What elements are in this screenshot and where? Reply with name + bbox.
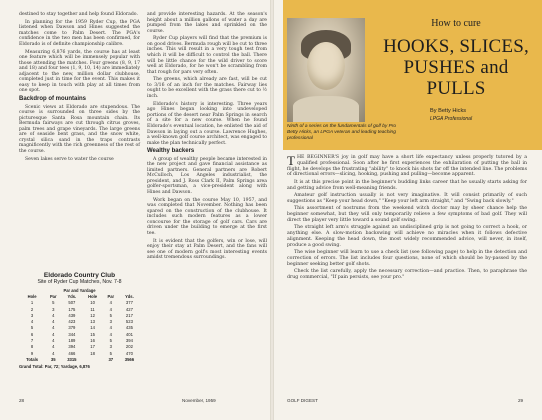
table-cell: 4 xyxy=(52,338,55,344)
paragraph: Measuring 6,876 yards, the course has at least one feature which will be immensely popular with those attending the matches. Four greens (8, 9, 17 and 18) and four tees (1, 9, 10, 14) are immediately adjacent to the new, million dollar clubhouse, completed just in time for the event. This makes it easy to keep in touch with play at all times from one spot. xyxy=(19,49,140,94)
table-cell: 523 xyxy=(125,319,133,325)
table-cell: 4 xyxy=(109,300,112,306)
table-cell: 394 xyxy=(68,344,76,350)
table-cell: 202 xyxy=(125,344,133,350)
column-header: Yds. xyxy=(125,293,134,299)
column-header: Hole xyxy=(27,293,37,299)
table-cell: 17 xyxy=(90,344,95,350)
totals-cell xyxy=(82,356,102,362)
article-kicker: How to cure xyxy=(431,18,481,29)
table-cell: 2 xyxy=(30,306,34,312)
paragraph: Eldorado's history is interesting. Three years ago Hines began looking into undeveloped portions of the desert near Palm Springs in search of a site for a new course. When he found Eldorado's eventual location, he enlisted the aid of Dawson in laying out a course. Lawrence Hughes, a well-known golf course architect, was engaged to make the plan technically perfect. xyxy=(147,101,267,146)
paragraph: This assortment of nostrums from the weekend witch doctor may by sheer chance help the beginner somewhat, but they will only temporarily relieve a few symptoms of bad golf. They will direct the player very little toward a sound golf swing. xyxy=(287,206,527,223)
totals-row xyxy=(19,356,140,362)
lead-text: HE BEGINNER'S joy in golf may have a short life expectancy unless properly tutored by a qualified professional. Soon after he first experiences the exhilaration of putting the ball in flight, he develops the frustrating "ability" to knock his shots far off the intended line. The problems of directional errors—slicing, hooking, pushing and pulling—become apparent. xyxy=(287,155,527,178)
table-cell: 439 xyxy=(68,312,76,318)
table-cell: 16 xyxy=(90,338,95,344)
table-cell: 4 xyxy=(30,319,34,325)
paragraph: Amateur golf instruction usually is not very imaginative. It will consist primarily of such suggestions as "Keep your head down," "Keep your left arm straight," and "Swing back slowly." xyxy=(287,192,527,204)
table-cell: 175 xyxy=(68,306,76,312)
photo-face xyxy=(307,42,345,90)
drop-cap: T xyxy=(287,153,295,168)
lead-paragraph xyxy=(287,155,527,178)
table-cell: 15 xyxy=(90,331,95,337)
grand-total: Grand Total: Par, 72; Yardage, 6,876 xyxy=(19,363,90,369)
table-cell: 470 xyxy=(125,350,133,356)
table-cell: 4 xyxy=(52,325,55,331)
totals-cell: 3566 xyxy=(124,356,135,362)
paragraph: The wise beginner will learn to use a check list (see following page) to help in the detection and correction of errors. The list includes four questions, none of which should be by-passed by the beginner seeking better golf shots. xyxy=(287,249,527,267)
photo-caption: Ninth of a series on the fundamentals of golf by Pro Betty Hicks, an LPGA veteran and leading teaching professional xyxy=(287,124,397,141)
table-cell: 4 xyxy=(109,331,112,337)
table-cell: 394 xyxy=(125,338,133,344)
column-header: Hole xyxy=(88,293,98,299)
table-cell: 3 xyxy=(109,344,112,350)
column-header: Yds. xyxy=(67,293,77,299)
table-cell: 14 xyxy=(90,325,95,331)
paragraph: It is at this precise point in the beginner's budding links career that he usually starts asking for and getting advice from well-meaning friends. xyxy=(287,179,527,191)
article-body xyxy=(287,155,527,282)
table-cell: 4 xyxy=(109,306,112,312)
left-column-1 xyxy=(19,12,140,164)
table-cell: 8 xyxy=(30,344,34,350)
table-cell: 7 xyxy=(30,338,34,344)
table-cell: 4 xyxy=(52,312,55,318)
totals-cell: 3315 xyxy=(67,356,77,362)
table-cell: 6 xyxy=(30,331,34,337)
table-cell: 5 xyxy=(109,338,112,344)
scorecard-subtitle: Site of Ryder Cup Matches, Nov. 7-8 xyxy=(37,279,122,285)
section-heading: Backdrop of mountains xyxy=(19,96,87,103)
article-title xyxy=(372,36,540,99)
paragraph: In planning for the 1959 Ryder Cup, the PGA listened when Dawson and Hines suggested the matches come to Palm Desert. The PGA's confidence in the two men has been confirmed, for Eldorado is of definite championship calibre. xyxy=(19,19,140,47)
table-cell: 344 xyxy=(68,331,76,337)
page-number-right: 29 xyxy=(518,398,524,403)
table-cell: 466 xyxy=(68,350,76,356)
column-header: Par xyxy=(49,293,57,299)
totals-cell: Totals xyxy=(26,356,39,362)
paragraph: A group of wealthy people became interested in the new project and gave financial assistance as limited partners. General partners are Robert McCulloch, Los Angeles industrialist, the president, and J. Ross Clark II, Palm Springs area golfer-sportsman, a vice-president along with Hines and Dawson. xyxy=(147,156,267,195)
paragraph: The straight left arm's struggle against an undisciplined grip is not going to correct a hook, or anything else. A slow-motion backswing will achieve no miracles when it follows defective alignment. Keeping the head down, the most widely recommended advice, will never, in itself, produce a good swing. xyxy=(287,225,527,248)
byline-role: LPGA Professional xyxy=(430,116,473,122)
paragraph: It is evident that the golfers, win or lose, will enjoy their stay at Palm Desert, and the fans will see one of modern golf's most interesting events amidst tremendous surroundings. xyxy=(147,238,267,261)
table-cell: 5 xyxy=(109,312,112,318)
page-gutter xyxy=(270,0,274,420)
table-cell: 377 xyxy=(125,300,133,306)
column-header: Par xyxy=(107,293,115,299)
table-cell: 4 xyxy=(52,344,55,350)
table-cell: 507 xyxy=(68,300,76,306)
table-cell: 435 xyxy=(125,325,133,331)
table-cell: 217 xyxy=(125,312,133,318)
table-cell: 4 xyxy=(52,350,55,356)
table-cell: 9 xyxy=(30,350,34,356)
table-cell: 12 xyxy=(90,312,95,318)
table-cell: 4 xyxy=(52,319,55,325)
title-line: HOOKS, SLICES, xyxy=(383,36,529,57)
table-cell: 3 xyxy=(109,319,112,325)
table-cell: 5 xyxy=(52,300,55,306)
table-cell: 1 xyxy=(30,300,34,306)
scorecard-title: Eldorado Country Club xyxy=(43,272,116,279)
paragraph: Work began on the course May 10, 1957, and was completed that November. Nothing has been spared on the construction of the clubhouse. It includes such modern features as a lower concourse for the storage of golf cars. Cars are driven under the building to emerge at the first tee. xyxy=(147,197,267,236)
scorecard-body xyxy=(19,300,140,363)
table-cell: 13 xyxy=(90,319,95,325)
table-cell: 401 xyxy=(125,331,133,337)
magazine-name: GOLF DIGEST xyxy=(287,398,318,403)
table-cell: 11 xyxy=(90,306,95,312)
paragraph: Seven lakes serve to water the course xyxy=(25,156,114,162)
table-cell: 4 xyxy=(52,331,55,337)
left-column-2 xyxy=(147,12,267,263)
title-line: PUSHES and PULLS xyxy=(403,57,509,99)
section-heading: Wealthy backers xyxy=(147,148,195,155)
byline: By Betty Hicks xyxy=(430,108,467,114)
table-cell: 5 xyxy=(30,325,34,331)
table-cell: 3 xyxy=(52,306,55,312)
photo-shoulders xyxy=(293,96,359,122)
table-cell: 189 xyxy=(68,338,76,344)
scorecard-group-header: Par and Yardage xyxy=(63,287,96,293)
table-cell: 3 xyxy=(30,312,34,318)
table-cell: 427 xyxy=(125,306,133,312)
table-cell: 18 xyxy=(90,350,95,356)
totals-cell: 37 xyxy=(108,356,114,362)
issue-date: November, 1959 xyxy=(182,398,216,403)
page-number-left: 28 xyxy=(19,398,25,403)
table-cell: 4 xyxy=(109,325,112,331)
scorecard-table xyxy=(19,287,140,363)
paragraph: Scenic views at Eldorado are stupendous. The course is surrounded on three sides by the picturesque Santa Rosa mountain chain. Its Bermuda fairways are cut through citrus groves, palm trees and grape vineyards. The large greens are of seaside bent grass, and the snow white, crystal silica sand in the traps contrasts magnificently with the rich greenness of the rest of the course. xyxy=(19,104,140,154)
author-photo xyxy=(287,18,365,122)
paragraph: Check the list carefully, apply the necessary correction—and practice. Then, to paraphrase the drug commercial, "If pain persists, see your pro." xyxy=(287,268,527,280)
scorecard xyxy=(19,272,140,369)
table-cell: 423 xyxy=(68,319,76,325)
table-cell: 379 xyxy=(68,325,76,331)
paragraph: The greens, which already are fast, will be cut to 3/16 of an inch for the matches. Fairway lies ought to be excellent with the grass there cut to ½ inch. xyxy=(147,77,267,100)
paragraph: destined to stay together and help found Eldorado. xyxy=(19,12,138,17)
table-cell: 5 xyxy=(109,350,112,356)
table-cell: 10 xyxy=(90,300,95,306)
totals-cell: 35 xyxy=(50,356,56,362)
paragraph: and provide interesting hazards. At the season's height about a million gallons of water a day are pumped from the lakes and sprinkled on the course. xyxy=(147,12,267,34)
paragraph: Ryder Cup players will find that the premium is on good drives. Bermuda rough will be cut to three inches. This will result in a very tough test from which it will be difficult to control the ball. There will be little chance for the wild driver to score well at Eldorado, for he won't be scrambling from that rough for pars very often. xyxy=(147,36,267,75)
